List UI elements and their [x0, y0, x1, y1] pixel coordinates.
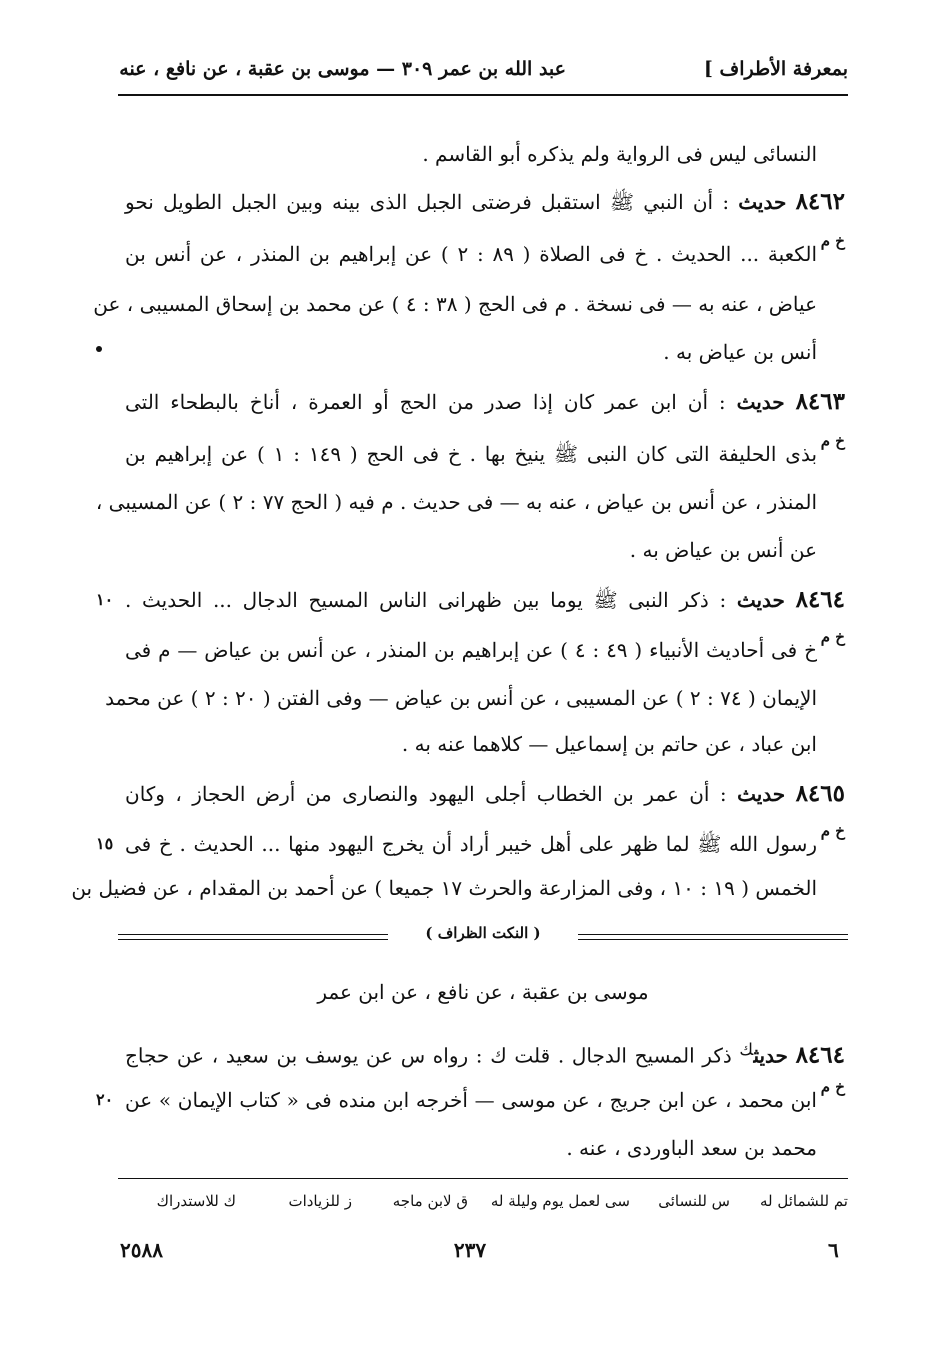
- header-rule: [118, 94, 848, 96]
- hadith-word: حديث: [737, 782, 786, 806]
- footnote-item: ق لابن ماجه: [392, 1192, 468, 1210]
- hadith-word: حديث: [736, 390, 785, 414]
- nukat-line: محمد بن سعد الباوردى ، عنه .: [566, 1136, 817, 1160]
- separator-rule: [578, 939, 848, 940]
- separator-rule: [118, 939, 388, 940]
- hadith-word: حديث: [738, 190, 787, 214]
- footnote-rule: [118, 1178, 848, 1179]
- hadith-sigla: خ م: [820, 432, 845, 450]
- nukat-text: ذكر المسيح الدجال . قلت ك : رواه س عن يوسف بن سعيد ، عن حجاج: [125, 1043, 740, 1068]
- hadith-line: [125, 578, 845, 622]
- hadith-line: الإيمان ( ٧٤ : ٢ ) عن المسيبى ، عن أنس بن عياض — وفى الفتن ( ٢٠ : ٢ ) عن محمد: [105, 686, 817, 710]
- hadith-sigla: خ م: [820, 232, 845, 250]
- running-header: [118, 58, 848, 90]
- header-section-title: بمعرفة الأطراف ]: [703, 58, 848, 80]
- nukat-line: [125, 1028, 845, 1072]
- hadith-text: : ذكر النبى ﷺ يوما بين ظهرانى الناس المسيح الدجال ... الحديث .: [125, 588, 737, 612]
- hadith-sigla: خ م: [820, 628, 845, 646]
- nukat-line: ابن محمد ، عن ابن جريج ، عن موسى — أخرجه ابن منده فى « كتاب الإيمان » عن: [125, 1088, 817, 1112]
- hadith-line: الخمس ( ١٩ : ١٠ ، وفى المزارعة والحرث ١٧ جميعا ) عن أحمد بن المقدام ، عن فضيل بن: [71, 876, 817, 900]
- hadith-line: [125, 772, 845, 816]
- footnote-key: [118, 1192, 848, 1216]
- hadith-number: ٨٤٦٣: [795, 388, 845, 415]
- margin-line-number: ١٠: [96, 590, 114, 609]
- footnote-item: ك للاستدراك: [156, 1192, 236, 1210]
- intro-line: [125, 132, 817, 176]
- hadith-text: : أن عمر بن الخطاب أجلى اليهود والنصارى من أرض الحجاز ، وكان: [125, 782, 738, 806]
- header-chain-title: عبد الله بن عمر ٣٠٩ — موسى بن عقبة ، عن نافع ، عنه: [119, 58, 566, 80]
- page-number-right: ٦: [828, 1238, 839, 1262]
- intro-text: النسائى ليس فى الرواية ولم يذكره أبو القاسم .: [422, 142, 817, 166]
- footnote-item: ز للزيادات: [288, 1192, 352, 1210]
- page-number-left: ٢٥٨٨: [120, 1238, 163, 1262]
- hadith-number: ٨٤٦٤: [795, 586, 846, 613]
- hadith-number: ٨٤٦٢: [795, 188, 845, 215]
- hadith-line: [125, 380, 845, 424]
- nukat-separator: [118, 924, 848, 950]
- footnote-item: س للنسائى: [658, 1192, 730, 1210]
- hadith-line: المنذر ، عن أنس بن عياض ، عنه به — فى حديث . م فيه ( الحج ٧٧ : ٢ ) عن المسيبى ،: [95, 490, 817, 514]
- page-number-center: ٢٣٧: [453, 1238, 487, 1262]
- nukat-mark: ك: [739, 1040, 754, 1059]
- hadith-line: عن أنس بن عياض به .: [629, 538, 817, 562]
- hadith-line: الكعبة ... الحديث . خ فى الصلاة ( ٨٩ : ٢ ) عن إبراهيم بن المنذر ، عن أنس بن: [125, 242, 818, 266]
- footnote-item: تم للشمائل له: [759, 1192, 848, 1210]
- separator-label: ( النكت الظراف ): [425, 924, 541, 942]
- separator-rule: [578, 934, 848, 935]
- hadith-line: أنس بن عياض به .: [663, 340, 817, 364]
- nukat-number: ٨٤٦٤: [795, 1041, 845, 1069]
- nukat-word: حديث: [753, 1043, 788, 1068]
- margin-line-number: ١٥: [96, 834, 114, 853]
- nukat-subheading: موسى بن عقبة ، عن نافع ، عن ابن عمر: [317, 980, 649, 1004]
- margin-line-number: ٢٠: [96, 1090, 114, 1109]
- hadith-number: ٨٤٦٥: [795, 780, 845, 807]
- hadith-line: بذى الحليفة التى كان النبى ﷺ ينيخ بها . خ فى الحج ( ١٤٩ : ١ ) عن إبراهيم بن: [125, 442, 818, 466]
- nukat-sigla: خ م: [820, 1078, 845, 1096]
- margin-dot: [96, 346, 102, 352]
- hadith-word: حديث: [736, 588, 785, 612]
- hadith-line: ابن عباد ، عن حاتم بن إسماعيل — كلاهما عنه به .: [401, 732, 817, 756]
- hadith-sigla: خ م: [820, 822, 845, 840]
- hadith-line: خ فى أحاديث الأنبياء ( ٤٩ : ٤ ) عن إبراهيم بن المنذر ، عن أنس بن عياض — م فى: [125, 638, 818, 662]
- hadith-line: [125, 180, 845, 224]
- hadith-text: : أن ابن عمر كان إذا صدر من الحج أو العمرة ، أناخ بالبطحاء التى: [125, 390, 737, 414]
- hadith-text: : أن النبي ﷺ استقبل فرضتى الجبل الذى بينه وبين الجبل الطويل نحو: [125, 190, 739, 214]
- hadith-line: عياض ، عنه به — فى نسخة . م فى الحج ( ٣٨ : ٤ ) عن محمد بن إسحاق المسيبى ، عن: [93, 292, 817, 316]
- separator-rule: [118, 934, 388, 935]
- hadith-line: رسول الله ﷺ لما ظهر على أهل خيبر أراد أن يخرج اليهود منها ... الحديث . خ فى: [125, 832, 817, 856]
- footnote-item: سى لعمل يوم وليلة له: [490, 1192, 630, 1210]
